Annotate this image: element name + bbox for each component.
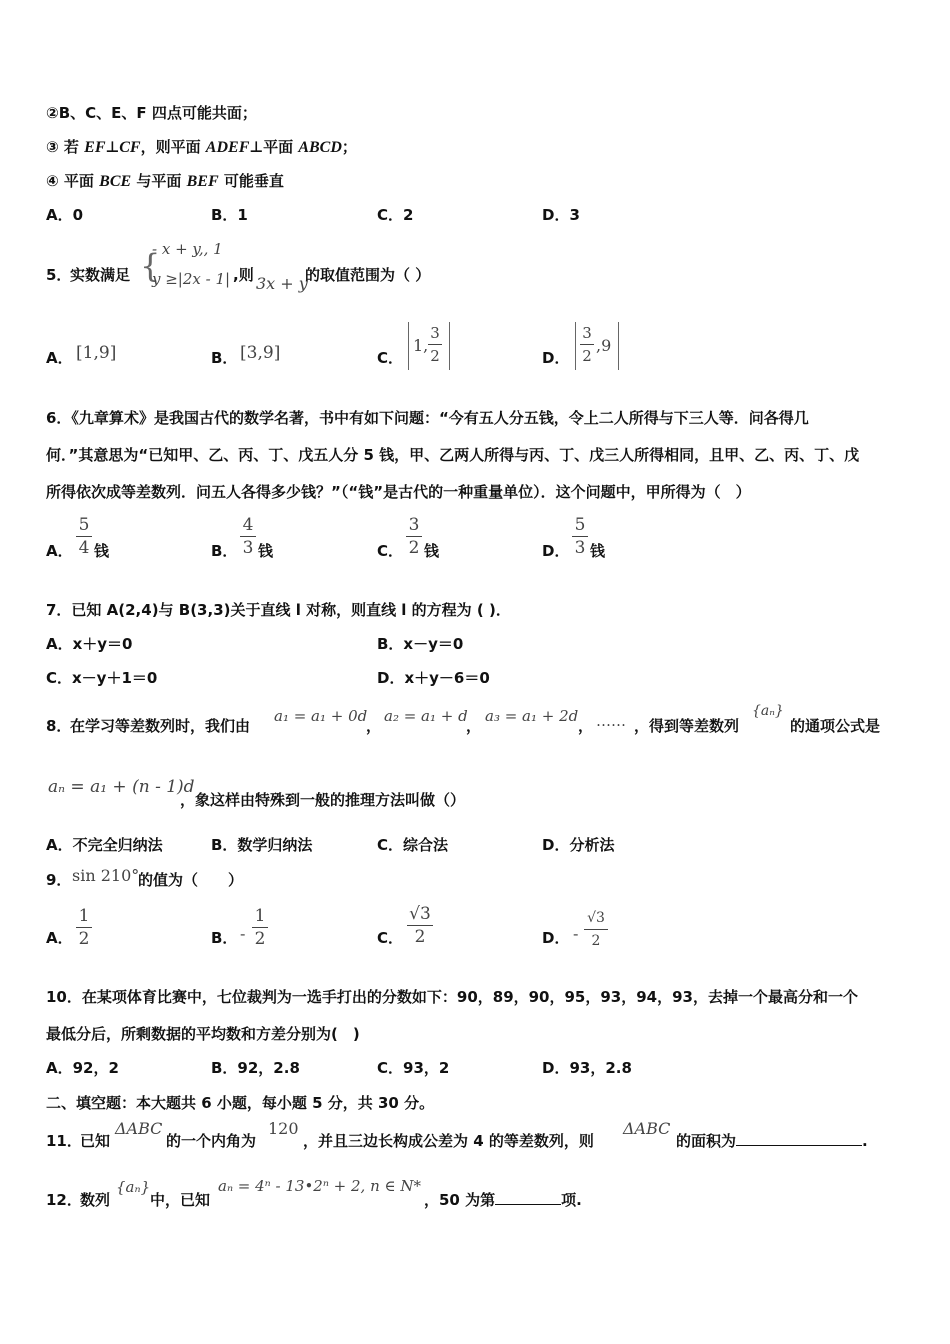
q8-comma-1: ， [366,717,382,735]
q6-option-b-fraction: 4 3 [240,515,256,558]
q6-option-d-unit: 钱 [590,542,606,560]
q11-number: 11． [46,1132,82,1150]
q11-stem-post: 的面积为 . [676,1132,868,1150]
q11-stem-pre: 已知 [80,1132,111,1150]
statement-3: ③ 若 EF⊥CF，则平面 ADEF⊥平面 ABCD； [46,138,357,156]
q8-option-c[interactable]: C．综合法 [377,836,449,854]
q10-stem-line-1: 10．在某项体育比赛中，七位裁判为一选手打出的分数如下：90，89，90，95，93，94，93，去掉一个最高分和一个 [46,988,858,1006]
q6-option-b[interactable]: B． [211,542,238,560]
q7-option-d[interactable]: D．x＋y－6＝0 [377,669,490,687]
q9-option-d-fraction: √3 2 [584,908,608,951]
statement-2: ②B、C、E、F 四点可能共面； [46,104,257,122]
q5-option-d[interactable]: D． [542,349,570,367]
q10-option-b[interactable]: B．92，2.8 [211,1059,300,1077]
q6-option-a-unit: 钱 [94,542,110,560]
q8-stem-pre: 在学习等差数列时，我们由 [70,717,251,735]
q5-stem-post: 的取值范围为（ ） [305,266,431,284]
q7-option-b[interactable]: B．x－y＝0 [377,635,464,653]
q9-option-a[interactable]: A． [46,929,73,947]
q12-stem-post: ，50 为第 项. [424,1191,582,1209]
q5-option-d-fraction: 3 2 [580,323,594,366]
q11-angle: 120 [268,1119,299,1138]
q5-option-b-value: [3,9] [240,343,281,363]
q5-constraint-2: y ≥|2x - 1| [152,270,231,288]
q8-option-b[interactable]: B．数学归纳法 [211,836,313,854]
q9-stem-post: 的值为（ ） [138,871,244,889]
q4-option-a[interactable]: A．0 [46,206,84,224]
q11-stem-mid-1: 的一个内角为 [166,1132,257,1150]
q6-option-d[interactable]: D． [542,542,570,560]
q8-option-a[interactable]: A．不完全归纳法 [46,836,163,854]
q9-option-d-sign: - [573,924,579,943]
q6-stem-line-1: 6．《九章算术》是我国古代的数学名著，书中有如下问题：“今有五人分五钱，令上二人所得与下三人等．问各得几 [46,409,809,427]
q5-stem-mid: ,则 [233,266,254,284]
q5-option-c-fraction: 3 2 [428,323,442,366]
q8-sequence: {aₙ} [752,703,784,719]
q4-option-c[interactable]: C．2 [377,206,414,224]
q10-option-a[interactable]: A．92，2 [46,1059,119,1077]
q8-general-formula: aₙ = a₁ + (n - 1)d [48,777,195,797]
q12-stem-mid: 中，已知 [150,1191,211,1209]
q6-option-d-fraction: 5 3 [572,515,588,558]
q8-comma-2: ， [466,717,482,735]
q7-option-a[interactable]: A．x＋y＝0 [46,635,133,653]
q5-constraint-1: - x + y,, 1 [152,240,223,258]
q9-option-c[interactable]: C． [377,929,404,947]
q5-system-brace: { [140,247,161,285]
q5-option-c[interactable]: C． [377,349,404,367]
q6-option-c-unit: 钱 [424,542,440,560]
q10-option-d[interactable]: D．93，2.8 [542,1059,632,1077]
q6-stem-line-3: 所得依次成等差数列．问五人各得多少钱？”（“钱”是古代的一种重量单位）．这个问题中，甲所得为（ ） [46,483,751,501]
q5-option-c-left: 1, [413,336,429,355]
q11-triangle-1: ΔABC [115,1119,163,1138]
q8-number: 8． [46,717,72,735]
q6-option-c-fraction: 3 2 [406,515,422,558]
q9-option-b-sign: - [240,924,246,943]
q4-option-d[interactable]: D．3 [542,206,580,224]
q8-formula-3: a₃ = a₁ + 2d [485,707,579,725]
q6-option-a[interactable]: A． [46,542,73,560]
q8-option-d[interactable]: D．分析法 [542,836,615,854]
q11-answer-blank[interactable] [736,1130,862,1146]
q6-option-a-fraction: 5 4 [76,515,92,558]
q9-number: 9． [46,871,72,889]
q12-number: 12． [46,1191,82,1209]
q9-option-b-fraction: 1 2 [252,906,268,949]
q6-option-b-unit: 钱 [258,542,274,560]
q5-option-a[interactable]: A． [46,349,73,367]
q12-sequence: {aₙ} [116,1178,151,1196]
q8-formula-1: a₁ = a₁ + 0d [274,707,368,725]
q5-option-d-right: ,9 [596,336,612,355]
q11-triangle-2: ΔABC [623,1119,671,1138]
q9-option-c-fraction: √3 2 [407,904,433,947]
q8-stem-mid: ，得到等差数列 [634,717,740,735]
q8-formula-2: a₂ = a₁ + d [384,707,468,725]
q9-option-b[interactable]: B． [211,929,238,947]
q12-answer-blank[interactable] [495,1189,561,1205]
q4-option-b[interactable]: B．1 [211,206,248,224]
q9-option-d[interactable]: D． [542,929,570,947]
statement-4: ④ 平面 BCE 与平面 BEF 可能垂直 [46,172,284,190]
q5-option-b[interactable]: B． [211,349,238,367]
q6-option-c[interactable]: C． [377,542,404,560]
q5-stem-pre: 实数满足 [70,266,131,284]
q8-line-2: ，象这样由特殊到一般的推理方法叫做（） [180,791,466,809]
section-heading-fill-in: 二、填空题：本大题共 6 小题，每小题 5 分，共 30 分。 [46,1094,435,1112]
q5-expression: 3x + y [256,274,308,293]
q7-option-c[interactable]: C．x－y＋1＝0 [46,669,158,687]
q6-stem-line-2: 何．”其意思为“已知甲、乙、丙、丁、戊五人分 5 钱，甲、乙两人所得与丙、丁、戊三人所得相同，且甲、乙、丙、丁、戊 [46,446,860,464]
q8-stem-post: 的通项公式是 [790,717,881,735]
q8-ellipsis: …… [596,712,626,730]
q12-formula: aₙ = 4ⁿ - 13•2ⁿ + 2, n ∈ N* [218,1177,422,1195]
q11-stem-mid-2: ，并且三边长构成公差为 4 的等差数列，则 [303,1132,594,1150]
q12-stem-pre: 数列 [80,1191,111,1209]
q7-stem: 7．已知 A(2,4)与 B(3,3)关于直线 l 对称，则直线 l 的方程为 ( )． [46,601,511,619]
q10-stem-line-2: 最低分后，所剩数据的平均数和方差分别为( ) [46,1025,360,1043]
q8-comma-3: ， [578,717,594,735]
q9-expression: sin 210° [72,866,140,885]
q5-number: 5． [46,266,72,284]
q5-option-a-value: [1,9] [76,343,117,363]
q9-option-a-fraction: 1 2 [76,906,92,949]
q10-option-c[interactable]: C．93，2 [377,1059,450,1077]
